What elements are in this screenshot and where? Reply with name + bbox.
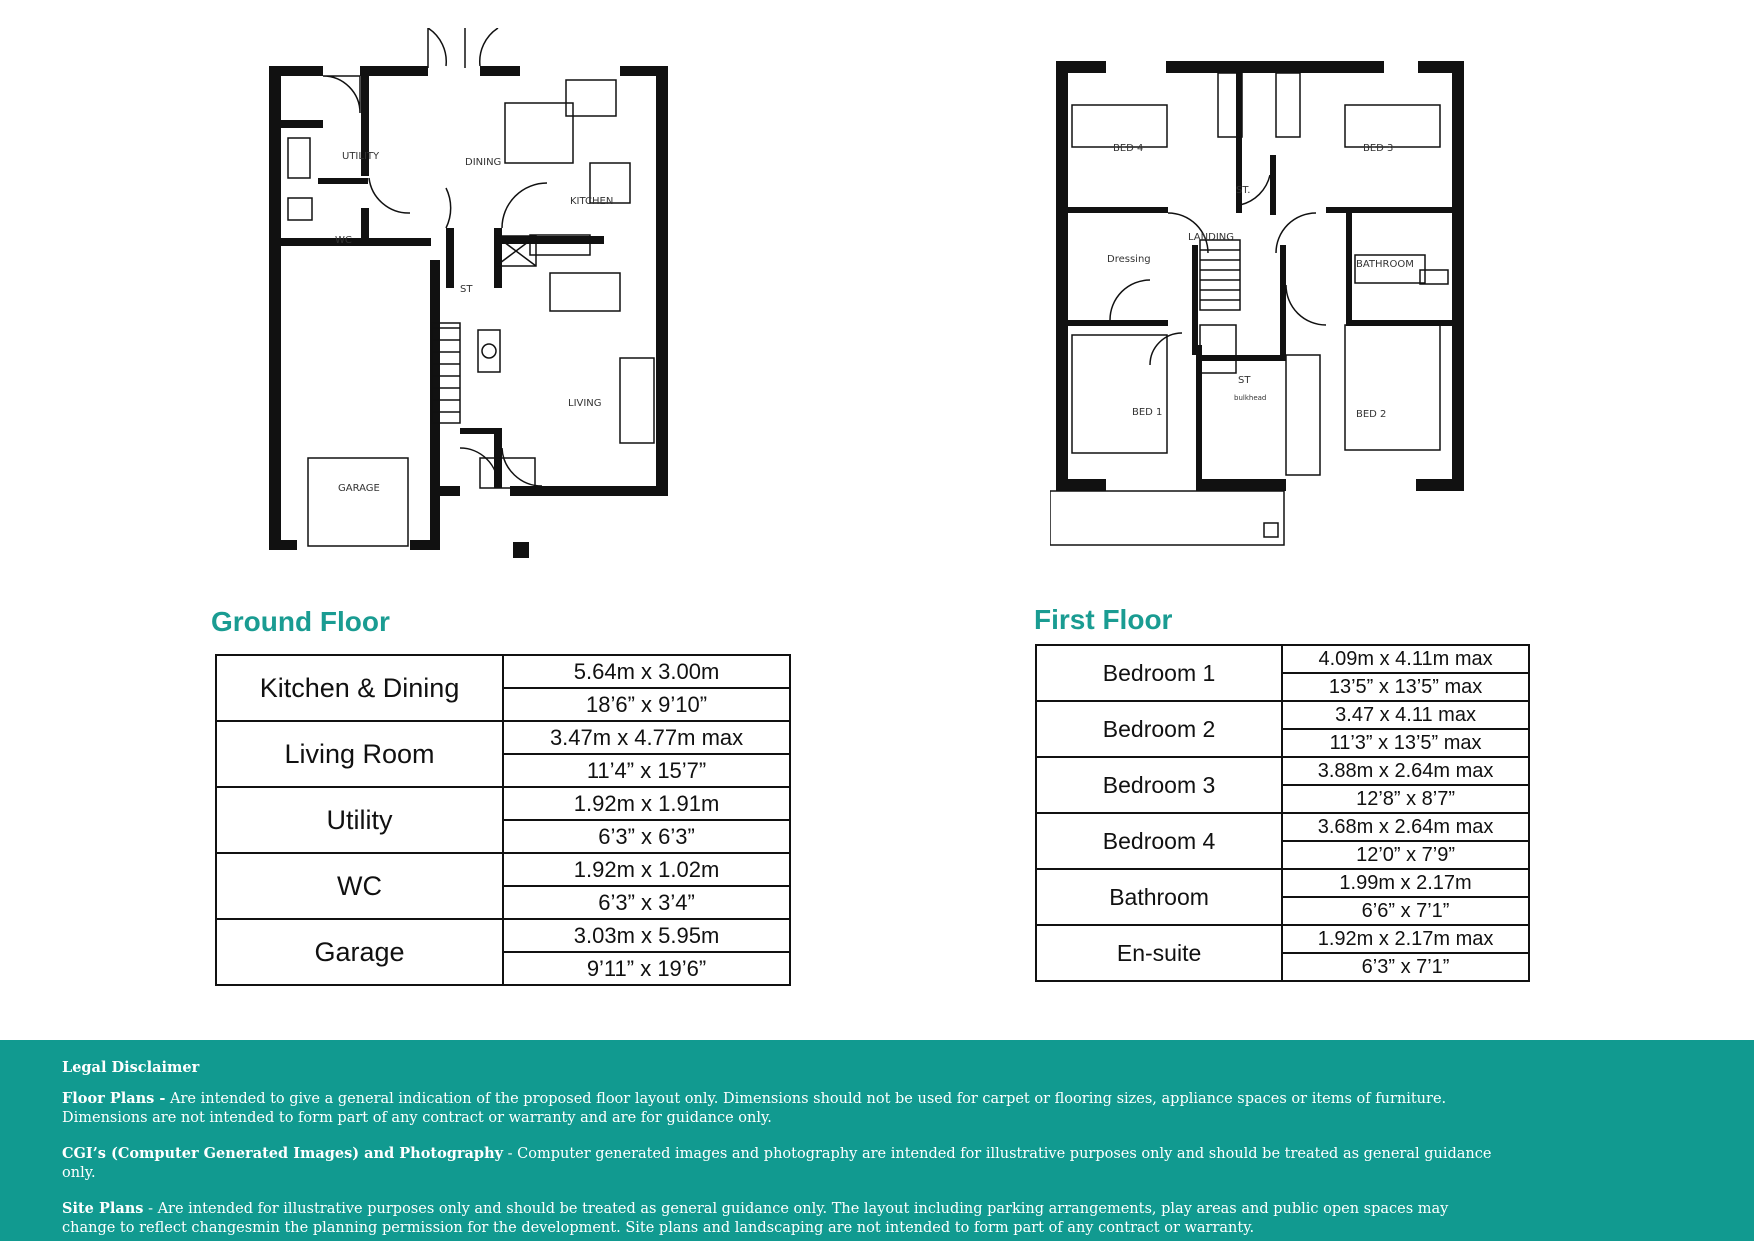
imperial-dimension: 9’11” x 19’6” xyxy=(503,952,790,985)
imperial-dimension: 13’5” x 13’5” max xyxy=(1282,673,1529,701)
dimension-row xyxy=(216,655,790,688)
metric-dimension: 5.64m x 3.00m xyxy=(503,655,790,688)
room-name: Kitchen & Dining xyxy=(216,655,503,721)
room-name: Bedroom 3 xyxy=(1036,757,1282,813)
room-name: Utility xyxy=(216,787,503,853)
room-name: En-suite xyxy=(1036,925,1282,981)
metric-dimension: 3.03m x 5.95m xyxy=(503,919,790,952)
cgi-text: - Computer generated images and photography are intended for illustrative purposes only and should be treated as general guidance only. xyxy=(62,1146,1492,1181)
dimension-row xyxy=(1036,757,1529,785)
dimension-row xyxy=(216,721,790,754)
imperial-dimension: 6’3” x 6’3” xyxy=(503,820,790,853)
st-label: ST xyxy=(460,284,473,295)
dimension-row xyxy=(216,919,790,952)
room-name: Garage xyxy=(216,919,503,985)
ground-floor-plan xyxy=(260,28,690,558)
metric-dimension: 3.88m x 2.64m max xyxy=(1282,757,1529,785)
legal-disclaimer-footer xyxy=(0,1040,1754,1241)
first-floor-table xyxy=(1035,644,1530,982)
floor-plans-disclaimer xyxy=(62,1089,1502,1128)
room-name: Living Room xyxy=(216,721,503,787)
metric-dimension: 4.09m x 4.11m max xyxy=(1282,645,1529,673)
st-bottom-label: ST xyxy=(1238,375,1251,386)
metric-dimension: 3.68m x 2.64m max xyxy=(1282,813,1529,841)
bed4-label: BED 4 xyxy=(1113,143,1144,154)
living-label: LIVING xyxy=(568,398,602,409)
dimension-row xyxy=(1036,813,1529,841)
imperial-dimension: 11’3” x 13’5” max xyxy=(1282,729,1529,757)
imperial-dimension: 6’3” x 3’4” xyxy=(503,886,790,919)
metric-dimension: 3.47m x 4.77m max xyxy=(503,721,790,754)
room-name: WC xyxy=(216,853,503,919)
metric-dimension: 1.99m x 2.17m xyxy=(1282,869,1529,897)
imperial-dimension: 11’4” x 15’7” xyxy=(503,754,790,787)
imperial-dimension: 6’3” x 7’1” xyxy=(1282,953,1529,981)
utility-label: UTILITY xyxy=(342,151,380,162)
site-plans-text: - Are intended for illustrative purposes only and should be treated as general guidance only. The layout including parking arrangements, play areas and public open spaces may change to reflect changesmin the planning permission for the development. Site plans and landscaping are not intended to form part of any contract or warranty. xyxy=(62,1201,1449,1236)
room-name: Bathroom xyxy=(1036,869,1282,925)
dimension-row xyxy=(1036,701,1529,729)
site-plans-disclaimer xyxy=(62,1199,1502,1238)
metric-dimension: 1.92m x 1.02m xyxy=(503,853,790,886)
site-plans-title: Site Plans xyxy=(62,1200,144,1217)
dimension-row xyxy=(1036,645,1529,673)
kitchen-label: KITCHEN xyxy=(570,196,614,207)
dining-label: DINING xyxy=(465,157,502,168)
imperial-dimension: 12’8” x 8’7” xyxy=(1282,785,1529,813)
first-floor-drawing xyxy=(1050,55,1470,555)
metric-dimension: 1.92m x 1.91m xyxy=(503,787,790,820)
room-name: Bedroom 4 xyxy=(1036,813,1282,869)
imperial-dimension: 12’0” x 7’9” xyxy=(1282,841,1529,869)
imperial-dimension: 18’6” x 9’10” xyxy=(503,688,790,721)
bed1-label: BED 1 xyxy=(1132,407,1163,418)
dimension-row xyxy=(1036,869,1529,897)
dimension-row xyxy=(216,853,790,886)
bed2-label: BED 2 xyxy=(1356,409,1387,420)
disclaimer-heading: Legal Disclaimer xyxy=(62,1059,200,1076)
floor-plans-text: Are intended to give a general indication of the proposed floor layout only. Dimensions should not be used for carpet or flooring sizes, appliance spaces or items of furniture. Dimensions are not intended to form part of any contract or warranty and are for guidance only. xyxy=(62,1091,1447,1126)
cgi-disclaimer xyxy=(62,1144,1502,1183)
ground-floor-title: Ground Floor xyxy=(211,606,390,637)
ground-floor-table xyxy=(215,654,791,986)
bulkhead-label: bulkhead xyxy=(1234,394,1267,402)
bed3-label: BED 3 xyxy=(1363,143,1394,154)
first-floor-title: First Floor xyxy=(1034,604,1173,635)
metric-dimension: 1.92m x 2.17m max xyxy=(1282,925,1529,953)
room-name: Bedroom 2 xyxy=(1036,701,1282,757)
dressing-label: Dressing xyxy=(1107,254,1151,265)
wc-label: WC xyxy=(335,235,352,246)
dimension-row xyxy=(1036,925,1529,953)
first-floor-plan xyxy=(1050,55,1470,555)
imperial-dimension: 6’6” x 7’1” xyxy=(1282,897,1529,925)
bathroom-label: BATHROOM xyxy=(1356,259,1414,270)
dimension-row xyxy=(216,787,790,820)
landing-label: LANDING xyxy=(1188,232,1235,243)
cgi-title: CGI’s (Computer Generated Images) and Photography xyxy=(62,1145,504,1162)
garage-label: GARAGE xyxy=(338,483,380,494)
metric-dimension: 3.47 x 4.11 max xyxy=(1282,701,1529,729)
ground-floor-drawing xyxy=(260,28,690,558)
floor-plans-title: Floor Plans - xyxy=(62,1090,166,1107)
st-top-label: ST. xyxy=(1236,185,1251,196)
room-name: Bedroom 1 xyxy=(1036,645,1282,701)
